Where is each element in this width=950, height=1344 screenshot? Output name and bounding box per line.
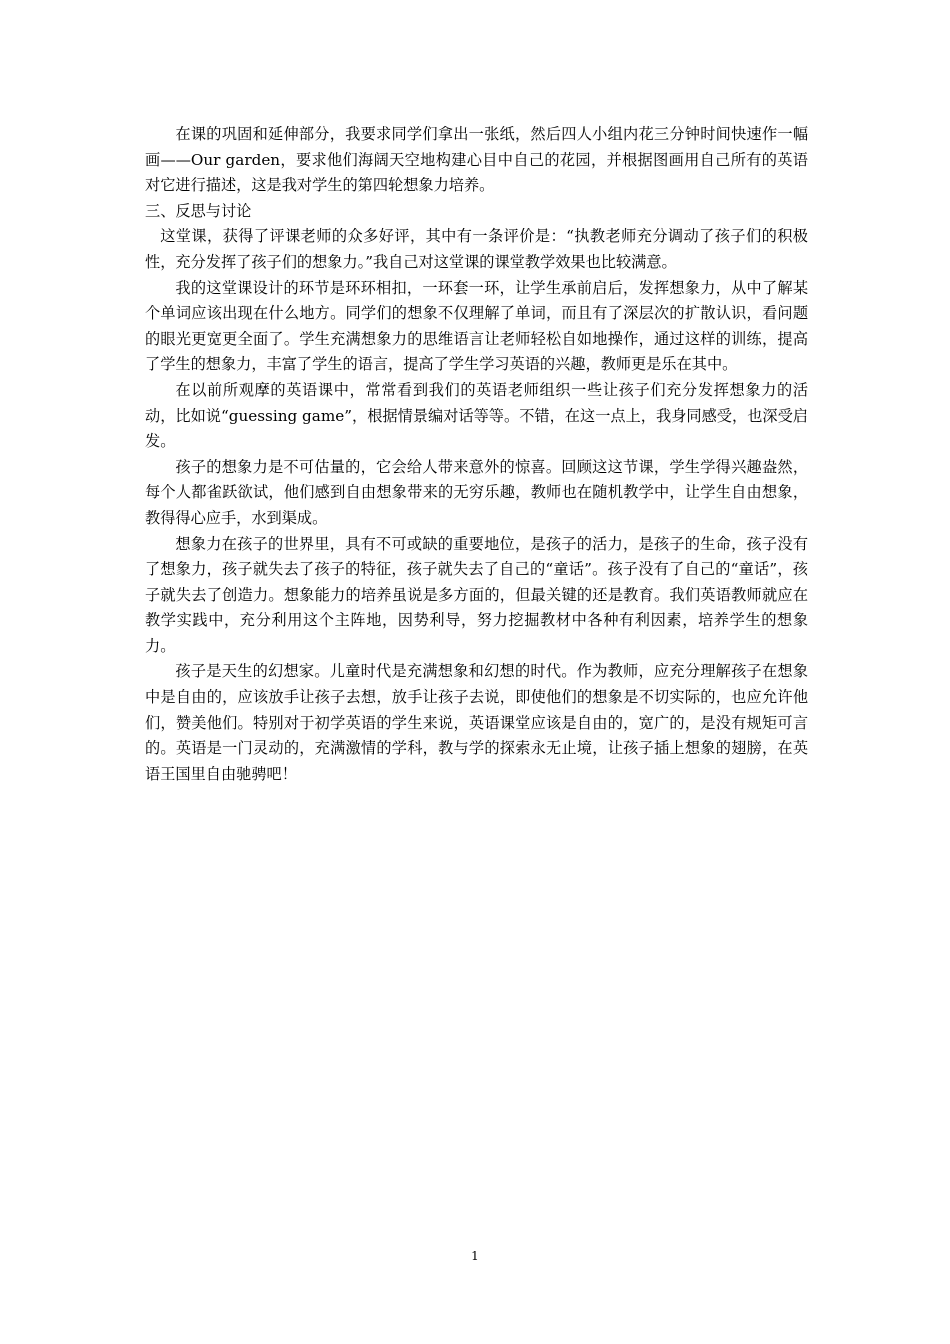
paragraph-conclusion: 孩子是天生的幻想家。儿童时代是充满想象和幻想的时代。作为教师，应充分理解孩子在想象中是自由的，应该放手让孩子去想，放手让孩子去说，即使他们的想象是不切实际的，也应允许他们，赞美他们。特别对于初学英语的学生来说，英语课堂应该是自由的，宽广的，是没有规矩可言的。英语是一门灵动的，充满激情的学科，教与学的探索永无止境，让孩子插上想象的翅膀，在英语王国里自由驰骋吧！ [145,662,808,783]
section-heading-reflection: 三、反思与讨论 [145,201,252,220]
document-body [145,122,808,787]
paragraph-imagination-value: 孩子的想象力是不可估量的，它会给人带来意外的惊喜。回顾这这节课，学生学得兴趣盎然，每个人都雀跃欲试，他们感到自由想象带来的无穷乐趣，教师也在随机教学中，让学生自由想象，教得得心应手，水到渠成。 [145,457,808,527]
paragraph-observation: 在以前所观摩的英语课中，常常看到我们的英语老师组织一些让孩子们充分发挥想象力的活动，比如说“guessing game”，根据情景编对话等等。不错，在这一点上，我身同感受，也深受启发。 [145,380,808,451]
paragraph-lesson-design: 我的这堂课设计的环节是环环相扣，一环套一环，让学生承前启后，发挥想象力，从中了解某个单词应该出现在什么地方。同学们的想象不仅理解了单词，而且有了深层次的扩散认识，看问题的眼光更宽更全面了。学生充满想象力的思维语言让老师轻松自如地操作，通过这样的训练，提高了学生的想象力，丰富了学生的语言，提高了学生学习英语的兴趣，教师更是乐在其中。 [145,278,808,374]
page-number: 1 [471,1249,479,1263]
paragraph-consolidation: 在课的巩固和延伸部分，我要求同学们拿出一张纸，然后四人小组内花三分钟时间快速作一幅画——Our garden，要求他们海阔天空地构建心目中自己的花园，并根据图画用自己所有的英语对它进行描述，这是我对学生的第四轮想象力培养。 [145,125,808,195]
paragraph-imagination-importance: 想象力在孩子的世界里，具有不可或缺的重要地位，是孩子的活力，是孩子的生命，孩子没有了想象力，孩子就失去了孩子的特征，孩子就失去了自己的“童话”。孩子没有了自己的“童话”，孩子就失去了创造力。想象能力的培养虽说是多方面的，但最关键的还是教育。我们英语教师就应在教学实践中，充分利用这个主阵地，因势利导，努力挖掘教材中各种有利因素，培养学生的想象力。 [145,534,808,655]
paragraph-evaluation: 这堂课，获得了评课老师的众多好评，其中有一条评价是：“执教老师充分调动了孩子们的积极性，充分发挥了孩子们的想象力。”我自己对这堂课的课堂教学效果也比较满意。 [145,227,808,271]
